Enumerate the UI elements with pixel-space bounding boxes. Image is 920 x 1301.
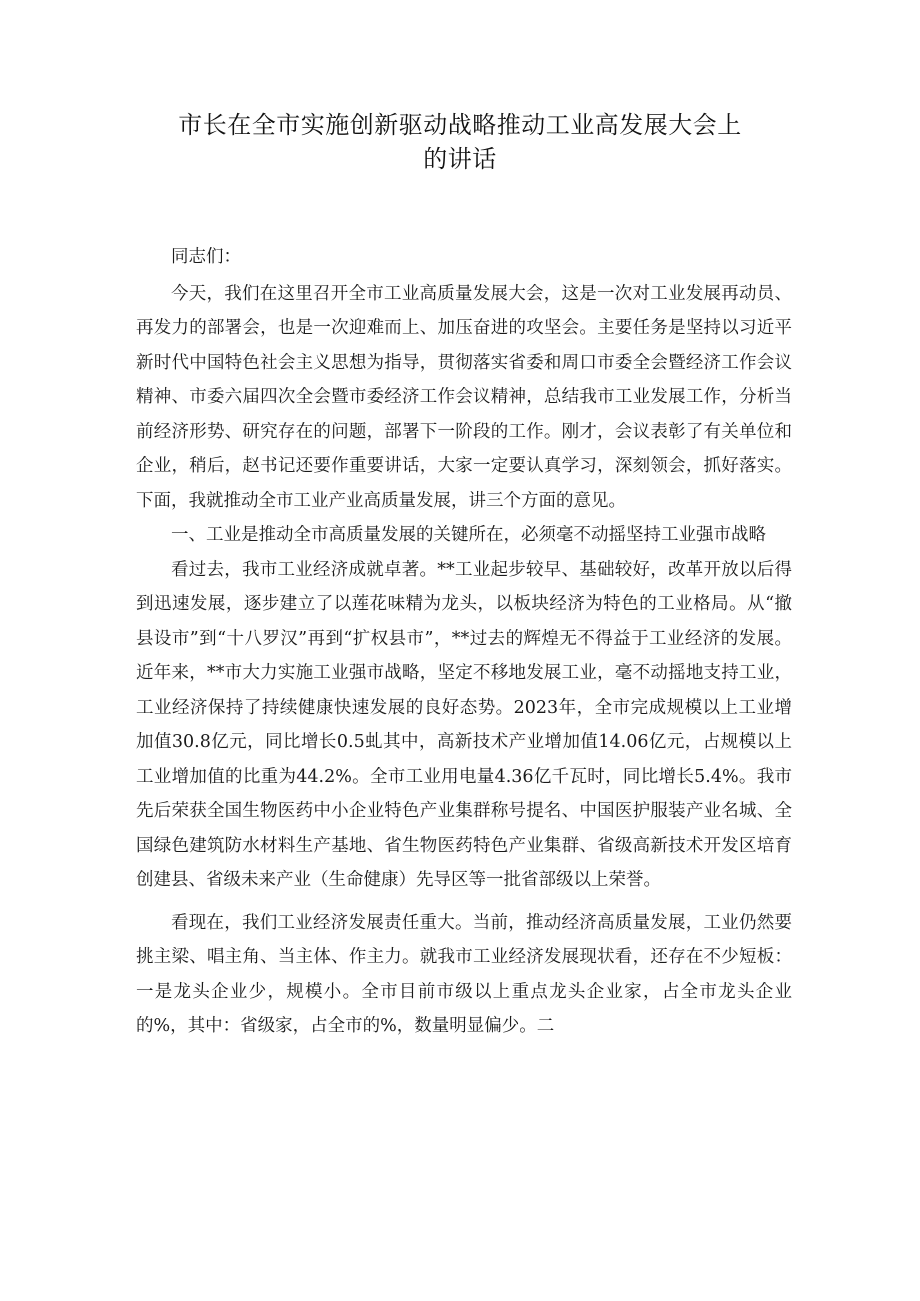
document-body xyxy=(136,240,792,1044)
greeting: 同志们： xyxy=(171,247,241,267)
paragraph-intro: 今天，我们在这里召开全市工业高质量发展大会，这是一次对工业发展再动员、再发力的部署会，也是一次迎难而上、加压奋进的攻坚会。主要任务是坚持以习近平新时代中国特色社会主义思想为指导，贯彻落实省委和周口市委全会暨经济工作会议精神、市委六届四次全会暨市委经济工作会议精神，总结我市工业发展工作，分析当前经济形势、研究存在的问题，部署下一阶段的工作。刚才，会议表彰了有关单位和企业，稍后，赵书记还要作重要讲话，大家一定要认真学习，深刻领会，抓好落实。下面，我就推动全市工业产业高质量发展，讲三个方面的意见。 xyxy=(136,283,792,511)
document-title xyxy=(130,108,790,176)
paragraph-past: 看过去，我市工业经济成就卓著。**工业起步较早、基础较好，改革开放以后得到迅速发展，逐步建立了以莲花味精为龙头，以板块经济为特色的工业格局。从“撤县设市”到“十八罗汉”再到“扩权县市”，**过去的辉煌无不得益于工业经济的发展。近年来，**市大力实施工业强市战略，坚定不移地发展工业，毫不动摇地支持工业，工业经济保持了持续健康快速发展的良好态势。2023年，全市完成规模以上工业增加值30.8亿元，同比增长0.5虬其中，高新技术产业增加值14.06亿元，占规模以上工业增加值的比重为44.2%。全市工业用电量4.36亿千瓦时，同比增长5.4%。我市先后荣获全国生物医药中小企业特色产业集群称号提名、中国医护服装产业名城、全国绿色建筑防水材料生产基地、省生物医药特色产业集群、省级高新技术开发区培育创建县、省级未来产业（生命健康）先导区等一批省部级以上荣誉。 xyxy=(136,559,792,890)
title-line-2: 的讲话 xyxy=(423,145,497,173)
section-heading-1: 一、工业是推动全市高质量发展的关键所在，必须毫不动摇坚持工业强市战略 xyxy=(171,525,766,545)
paragraph-present: 看现在，我们工业经济发展责任重大。当前，推动经济高质量发展，工业仍然要挑主梁、唱主角、当主体、作主力。就我市工业经济发展现状看，还存在不少短板：一是龙头企业少，规模小。全市目前市级以上重点龙头企业家，占全市龙头企业的%，其中：省级家，占全市的%，数量明显偏少。二 xyxy=(136,912,792,1036)
title-line-1: 市长在全市实施创新驱动战略推动工业高发展大会上 xyxy=(178,111,742,139)
